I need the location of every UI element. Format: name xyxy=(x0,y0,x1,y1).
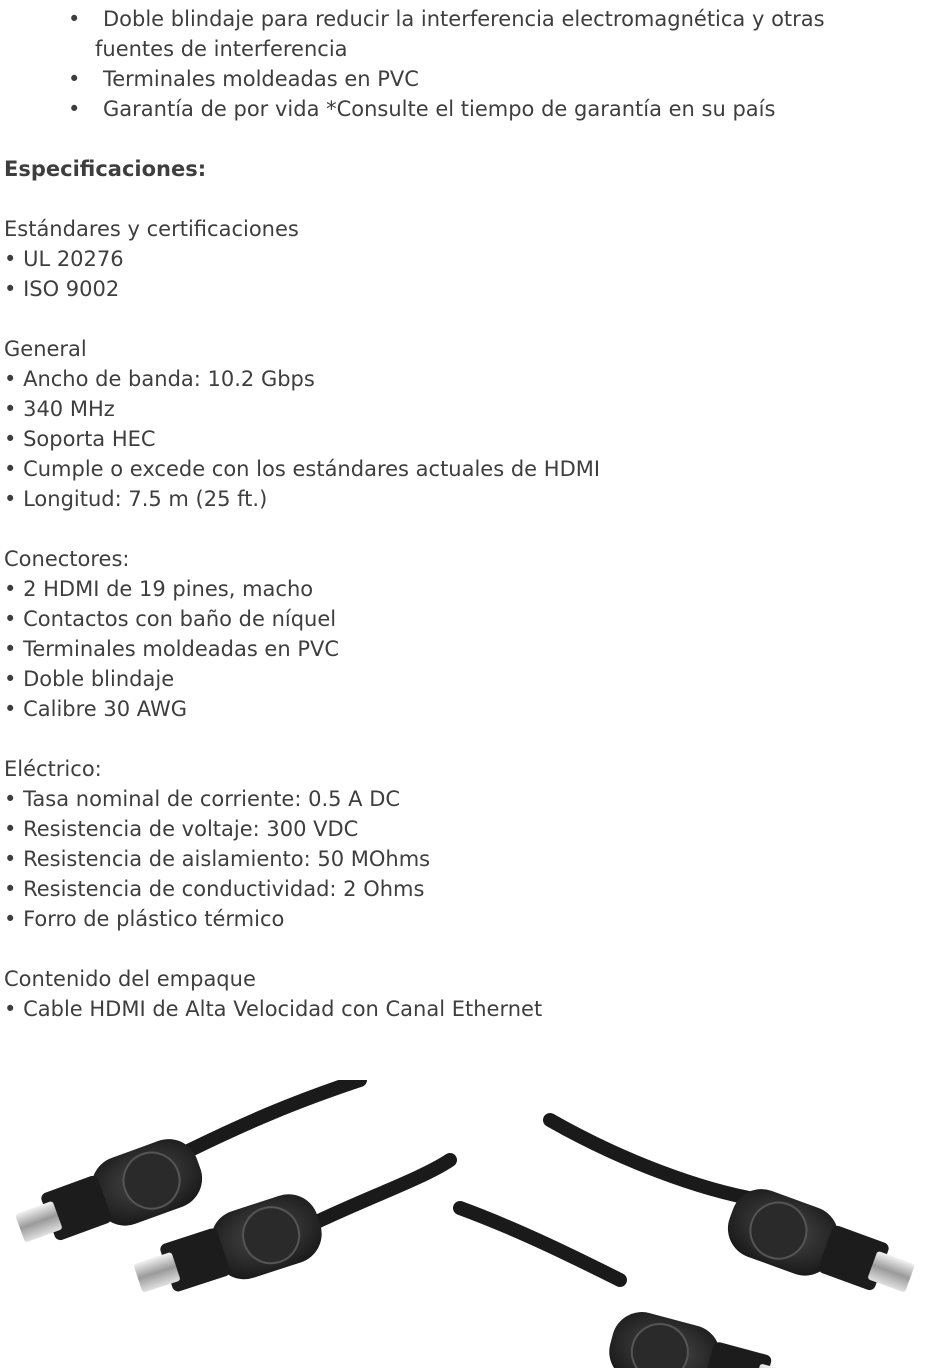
section-heading: Conectores: xyxy=(4,547,130,571)
feature-item xyxy=(0,64,932,94)
specifications-title: Especificaciones: xyxy=(4,157,207,181)
list-item: • Cumple o excede con los estándares actuales de HDMI xyxy=(4,457,601,481)
feature-text: Garantía de por vida *Consulte el tiempo de garantía en su país xyxy=(103,97,776,121)
section-electrical xyxy=(4,754,430,934)
list-item: • Resistencia de aislamiento: 50 MOhms xyxy=(4,847,431,871)
list-item: • Terminales moldeadas en PVC xyxy=(4,637,340,661)
section-heading: Contenido del empaque xyxy=(4,967,256,991)
feature-list xyxy=(0,4,932,124)
list-item: • Ancho de banda: 10.2 Gbps xyxy=(4,367,315,391)
section-heading: Eléctrico: xyxy=(4,757,102,781)
list-item: • Calibre 30 AWG xyxy=(4,697,188,721)
section-package-contents xyxy=(4,964,542,1024)
hdmi-connector xyxy=(602,1305,804,1368)
list-item: • Resistencia de voltaje: 300 VDC xyxy=(4,817,359,841)
list-item: • Doble blindaje xyxy=(4,667,175,691)
section-connectors xyxy=(4,544,339,724)
section-heading: Estándares y certificaciones xyxy=(4,217,299,241)
list-item: • Resistencia de conductividad: 2 Ohms xyxy=(4,877,425,901)
list-item: • 2 HDMI de 19 pines, macho xyxy=(4,577,314,601)
list-item: • UL 20276 xyxy=(4,247,124,271)
bullet-dot: • xyxy=(68,97,81,121)
feature-item xyxy=(0,94,932,124)
feature-text: Terminales moldeadas en PVC xyxy=(103,67,419,91)
section-heading: General xyxy=(4,337,87,361)
list-item: • Soporta HEC xyxy=(4,427,156,451)
list-item: • Cable HDMI de Alta Velocidad con Canal Ethernet xyxy=(4,997,543,1021)
bullet-dot: • xyxy=(68,7,81,31)
hdmi-cables-photo xyxy=(0,1080,932,1368)
list-item: • Forro de plástico térmico xyxy=(4,907,285,931)
section-standards xyxy=(4,214,299,304)
list-item: • 340 MHz xyxy=(4,397,115,421)
section-general xyxy=(4,334,600,514)
feature-text: Doble blindaje para reducir la interferencia electromagnética y otras xyxy=(103,7,825,31)
list-item: • ISO 9002 xyxy=(4,277,120,301)
list-item: • Longitud: 7.5 m (25 ft.) xyxy=(4,487,268,511)
bullet-dot: • xyxy=(68,67,81,91)
feature-text-cont: fuentes de interferencia xyxy=(95,37,348,61)
hdmi-connector xyxy=(719,1181,921,1312)
feature-item xyxy=(0,4,932,64)
list-item: • Tasa nominal de corriente: 0.5 A DC xyxy=(4,787,401,811)
list-item: • Contactos con baño de níquel xyxy=(4,607,337,631)
